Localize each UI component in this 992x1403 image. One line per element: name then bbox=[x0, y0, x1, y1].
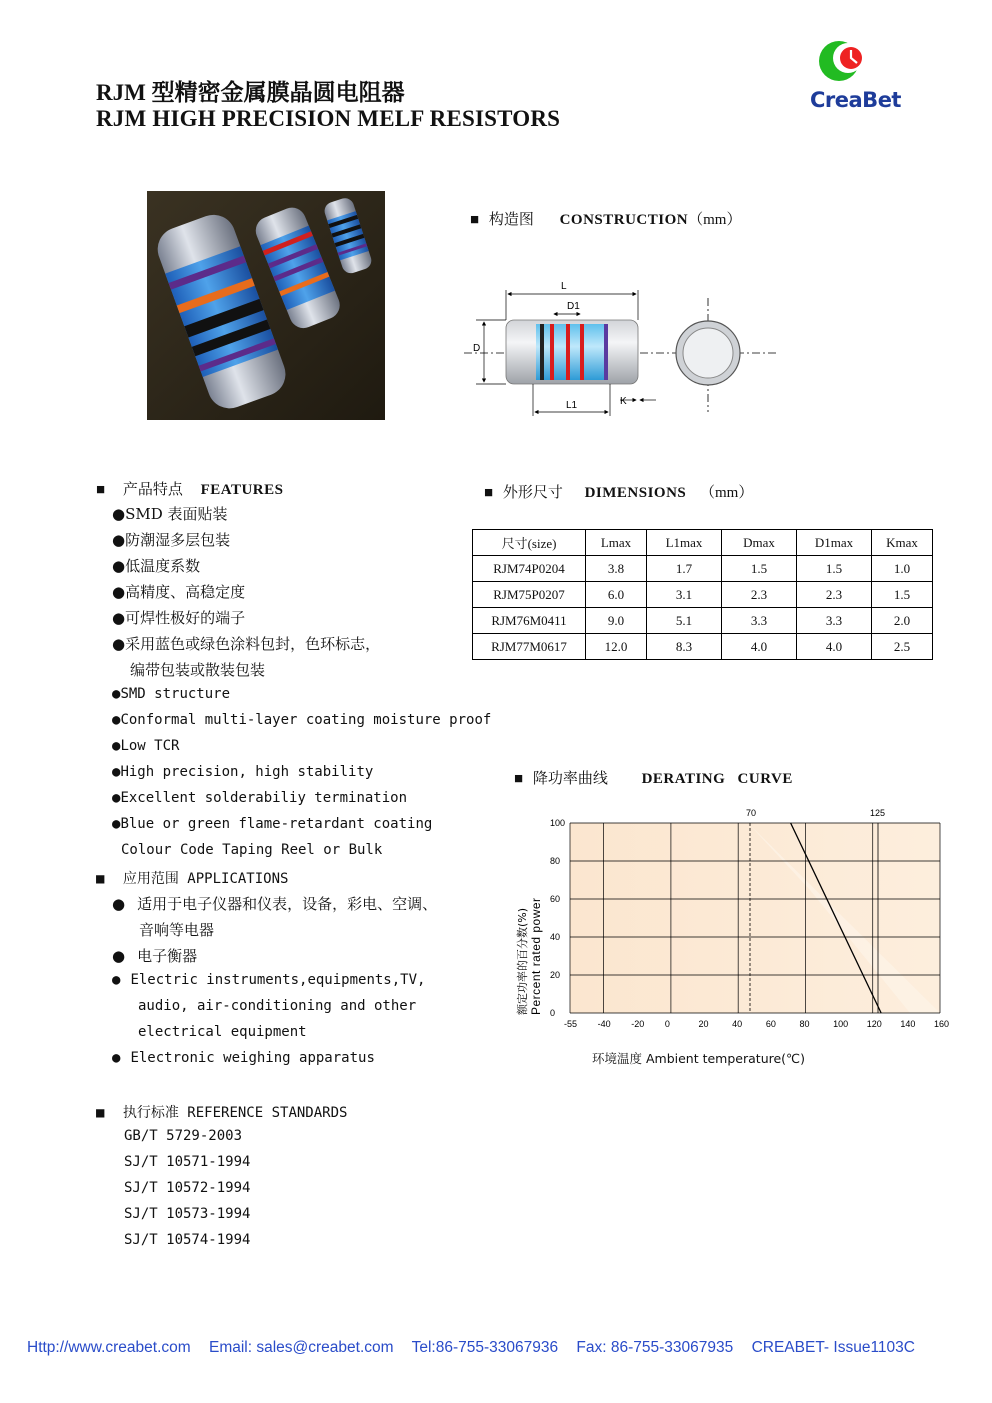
table-header-cell: L1max bbox=[647, 530, 722, 556]
table-row bbox=[473, 556, 933, 582]
top-marker-125: 125 bbox=[870, 808, 886, 818]
feature-item: ●低温度系数 bbox=[112, 557, 201, 575]
table-cell: 8.3 bbox=[647, 634, 722, 660]
y-tick-label: 0 bbox=[550, 1008, 556, 1018]
table-cell: 3.8 bbox=[586, 556, 647, 582]
table-cell: RJM76M0411 bbox=[473, 608, 586, 634]
table-cell: 5.1 bbox=[647, 608, 722, 634]
footer bbox=[27, 1339, 929, 1357]
derating-heading: ■ 降功率曲线 DERATING CURVE bbox=[514, 769, 793, 787]
y-axis-label-en: Percent rated power bbox=[529, 897, 543, 1015]
table-cell: 2.5 bbox=[872, 634, 933, 660]
resistor-photo bbox=[147, 191, 385, 420]
table-cell: 9.0 bbox=[586, 608, 647, 634]
standards-heading: ■ 执行标准 REFERENCE STANDARDS bbox=[96, 1105, 348, 1121]
x-tick-label: 120 bbox=[866, 1019, 882, 1029]
construction-heading: ■ 构造图 CONSTRUCTION（mm） bbox=[470, 210, 742, 228]
round-bullet-icon: ● bbox=[112, 531, 126, 549]
table-cell: 1.5 bbox=[722, 556, 797, 582]
round-bullet-icon: ● bbox=[112, 790, 121, 806]
table-header-cell: Kmax bbox=[872, 530, 933, 556]
square-bullet-icon: ■ bbox=[96, 871, 105, 887]
y-tick-label: 100 bbox=[550, 818, 566, 828]
application-item: ● 电子衡器 bbox=[112, 947, 198, 965]
table-cell: RJM75P0207 bbox=[473, 582, 586, 608]
construction-diagram bbox=[458, 276, 788, 424]
round-bullet-icon: ● bbox=[112, 1050, 121, 1066]
table-cell: 1.5 bbox=[872, 582, 933, 608]
title-english: RJM HIGH PRECISION MELF RESISTORS bbox=[96, 106, 561, 131]
fax-text: Fax: 86-755-33067935 bbox=[576, 1339, 734, 1356]
application-item-continued: audio, air-conditioning and other bbox=[138, 998, 417, 1014]
round-bullet-icon: ● bbox=[112, 764, 121, 780]
feature-item: ●SMD 表面贴装 bbox=[112, 505, 228, 523]
table-cell: 1.7 bbox=[647, 556, 722, 582]
round-bullet-icon: ● bbox=[112, 557, 126, 575]
feature-item: ●Blue or green flame-retardant coating bbox=[112, 816, 433, 832]
round-bullet-icon: ● bbox=[112, 635, 126, 653]
issue-text: CREABET- Issue1103C bbox=[751, 1339, 915, 1356]
table-row bbox=[473, 582, 933, 608]
table-row bbox=[473, 634, 933, 660]
feature-item: ●SMD structure bbox=[112, 686, 231, 702]
x-tick-label: -55 bbox=[564, 1019, 578, 1029]
feature-item: ●Conformal multi-layer coating moisture proof bbox=[112, 712, 492, 728]
round-bullet-icon: ● bbox=[112, 686, 121, 702]
table-cell: RJM77M0617 bbox=[473, 634, 586, 660]
round-bullet-icon: ● bbox=[112, 583, 126, 601]
table-header-cell: D1max bbox=[797, 530, 872, 556]
feature-item: ●可焊性极好的端子 bbox=[112, 609, 246, 627]
y-tick-label: 80 bbox=[550, 856, 561, 866]
application-item-continued: electrical equipment bbox=[138, 1024, 307, 1040]
x-tick-label: 100 bbox=[833, 1019, 849, 1029]
standard-item: SJ/T 10574-1994 bbox=[124, 1232, 251, 1248]
feature-item: ●防潮湿多层包装 bbox=[112, 531, 231, 549]
table-row bbox=[473, 608, 933, 634]
application-item: ● Electric instruments,equipments,TV, bbox=[112, 972, 426, 988]
round-bullet-icon: ● bbox=[112, 738, 121, 754]
derating-chart bbox=[510, 800, 960, 1075]
feature-item-continued: 编带包装或散装包装 bbox=[130, 661, 266, 679]
table-cell: 2.3 bbox=[797, 582, 872, 608]
x-tick-label: 80 bbox=[799, 1019, 810, 1029]
title-chinese: RJM 型精密金属膜晶圆电阻器 bbox=[96, 80, 405, 105]
y-tick-label: 40 bbox=[550, 932, 561, 942]
feature-item: ●高精度、高稳定度 bbox=[112, 583, 246, 601]
square-bullet-icon: ■ bbox=[96, 1105, 105, 1121]
table-cell: 3.3 bbox=[722, 608, 797, 634]
feature-item: ●High precision, high stability bbox=[112, 764, 374, 780]
logo-text: CreaBet bbox=[810, 88, 901, 112]
website-link[interactable]: Http://www.creabet.com bbox=[27, 1339, 191, 1356]
standard-item: GB/T 5729-2003 bbox=[124, 1128, 243, 1144]
table-cell: 1.5 bbox=[797, 556, 872, 582]
x-tick-label: 20 bbox=[698, 1019, 709, 1029]
y-axis-label-cn: 额定功率的百分数(%) bbox=[516, 907, 529, 1015]
table-header-row bbox=[473, 530, 933, 556]
dimensions-table bbox=[472, 529, 933, 660]
table-cell: 6.0 bbox=[586, 582, 647, 608]
label-L1: L1 bbox=[566, 400, 578, 411]
dimensions-heading: ■ 外形尺寸 DIMENSIONS （mm） bbox=[484, 483, 754, 501]
feature-item: ●Low TCR bbox=[112, 738, 180, 754]
application-item: ● 适用于电子仪器和仪表，设备，彩电、空调、 bbox=[112, 895, 438, 913]
feature-item-continued: Colour Code Taping Reel or Bulk bbox=[121, 842, 383, 858]
x-tick-label: 40 bbox=[732, 1019, 743, 1029]
table-cell: 2.3 bbox=[722, 582, 797, 608]
application-item: ● Electronic weighing apparatus bbox=[112, 1050, 375, 1066]
round-bullet-icon: ● bbox=[112, 712, 121, 728]
label-D: D bbox=[473, 343, 481, 354]
feature-item: ●采用蓝色或绿色涂料包封，色环标志， bbox=[112, 635, 381, 653]
square-bullet-icon: ■ bbox=[96, 482, 106, 498]
creabet-logo-icon bbox=[815, 38, 875, 86]
x-tick-label: -20 bbox=[631, 1019, 645, 1029]
table-cell: 4.0 bbox=[797, 634, 872, 660]
round-bullet-icon: ● bbox=[112, 816, 121, 832]
table-cell: 3.1 bbox=[647, 582, 722, 608]
x-tick-label: -40 bbox=[597, 1019, 611, 1029]
y-tick-label: 60 bbox=[550, 894, 561, 904]
top-marker-70: 70 bbox=[746, 808, 757, 818]
label-D1: D1 bbox=[567, 301, 580, 312]
x-tick-label: 140 bbox=[900, 1019, 916, 1029]
plot-background bbox=[570, 823, 940, 1013]
tel-text: Tel:86-755-33067936 bbox=[411, 1339, 559, 1356]
table-header-cell: Lmax bbox=[586, 530, 647, 556]
round-bullet-icon: ● bbox=[112, 895, 126, 913]
x-tick-label: 0 bbox=[664, 1019, 670, 1029]
square-bullet-icon: ■ bbox=[484, 485, 494, 501]
square-bullet-icon: ■ bbox=[470, 212, 480, 228]
x-tick-label: 60 bbox=[765, 1019, 776, 1029]
table-cell: 1.0 bbox=[872, 556, 933, 582]
table-cell: 12.0 bbox=[586, 634, 647, 660]
table-header-cell: 尺寸(size) bbox=[473, 530, 586, 556]
x-tick-label: 160 bbox=[934, 1019, 950, 1029]
email-link[interactable]: Email: sales@creabet.com bbox=[208, 1339, 394, 1356]
y-tick-label: 20 bbox=[550, 970, 561, 980]
application-item-continued: 音响等电器 bbox=[139, 921, 215, 939]
table-cell: 4.0 bbox=[722, 634, 797, 660]
label-K: K bbox=[620, 396, 627, 407]
round-bullet-icon: ● bbox=[112, 609, 126, 627]
table-header-cell: Dmax bbox=[722, 530, 797, 556]
features-heading: ■ 产品特点 FEATURES bbox=[96, 480, 284, 498]
feature-item: ●Excellent solderabiliy termination bbox=[112, 790, 408, 806]
x-axis-label: 环境温度 Ambient temperature(℃) bbox=[592, 1051, 805, 1066]
table-cell: RJM74P0204 bbox=[473, 556, 586, 582]
square-bullet-icon: ■ bbox=[514, 771, 524, 787]
applications-heading: ■ 应用范围 APPLICATIONS bbox=[96, 871, 289, 887]
table-cell: 3.3 bbox=[797, 608, 872, 634]
label-L: L bbox=[561, 281, 567, 292]
round-bullet-icon: ● bbox=[112, 972, 121, 988]
standard-item: SJ/T 10572-1994 bbox=[124, 1180, 251, 1196]
table-cell: 2.0 bbox=[872, 608, 933, 634]
round-bullet-icon: ● bbox=[112, 947, 126, 965]
standard-item: SJ/T 10571-1994 bbox=[124, 1154, 251, 1170]
standard-item: SJ/T 10573-1994 bbox=[124, 1206, 251, 1222]
round-bullet-icon: ● bbox=[112, 505, 126, 523]
